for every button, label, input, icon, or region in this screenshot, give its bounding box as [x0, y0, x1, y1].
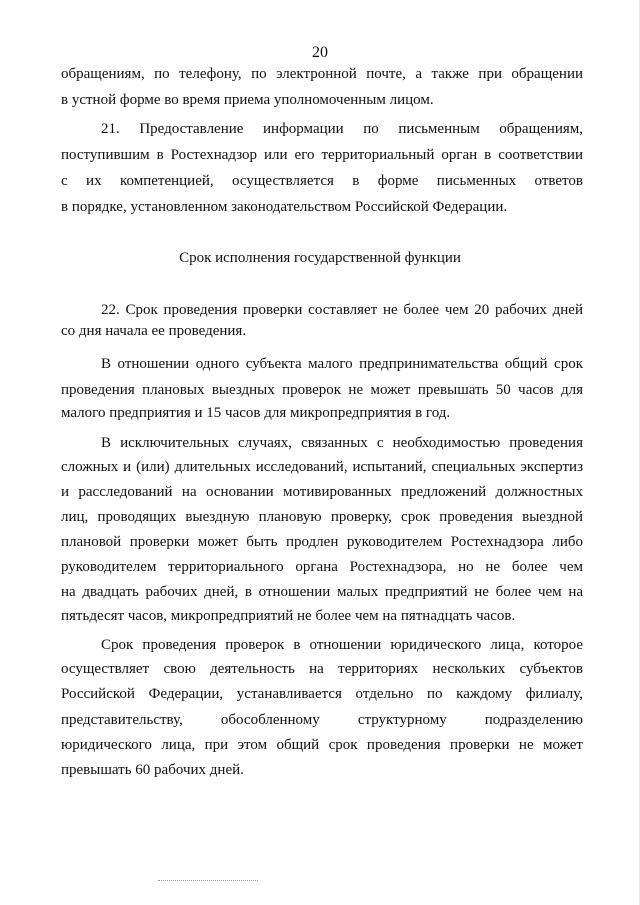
text-line: пятьдесят часов, микропредприятий не более чем на пятнадцать часов. [61, 608, 516, 624]
text-line: лиц, проводящих выездную плановую проверку, срок проведения выездной [61, 509, 583, 525]
text-line: превышать 60 рабочих дней. [61, 762, 244, 778]
text-line: и расследований на основании мотивированных предложений должностных [61, 484, 583, 500]
paragraph-start: Срок проведения проверок в отношении юридического лица, которое [101, 637, 583, 653]
paragraph-21-start: 21. Предоставление информации по письменным обращениям, [101, 121, 583, 137]
text-line: на двадцать рабочих дней, в отношении малых предприятий не более чем на [61, 584, 583, 600]
text-line: юридического лица, при этом общий срок проведения проверки не может [61, 737, 583, 753]
text-line: проведения плановых выездных проверок не может превышать 50 часов для [61, 382, 583, 398]
text-line: осуществляет свою деятельность на территориях нескольких субъектов [61, 661, 583, 677]
text-line: со дня начала ее проведения. [61, 323, 247, 339]
text-line: сложных и (или) длительных исследований, испытаний, специальных экспертиз [61, 459, 583, 475]
text-line: Российской Федерации, устанавливается отдельно по каждому филиалу, [61, 686, 583, 702]
text-line: представительству, обособленному структурному подразделению [61, 712, 583, 728]
section-heading: Срок исполнения государственной функции [179, 250, 461, 266]
paragraph-start: В исключительных случаях, связанных с необходимостью проведения [101, 435, 583, 451]
text-line: руководителем территориального органа Ростехнадзора, но не более чем [61, 559, 583, 575]
text-line: обращениям, по телефону, по электронной почте, а также при обращении [61, 66, 583, 82]
paragraph-22-start: 22. Срок проведения проверки составляет не более чем 20 рабочих дней [101, 302, 583, 318]
text-line: плановой проверки может быть продлен руководителем Ростехнадзора либо [61, 534, 583, 550]
text-line: в устной форме во время приема уполномоченным лицом. [61, 92, 434, 108]
page-number: 20 [312, 44, 328, 61]
text-line: в порядке, установленном законодательством Российской Федерации. [61, 199, 508, 215]
text-line: малого предприятия и 15 часов для микропредприятия в год. [61, 405, 451, 421]
text-line: поступившим в Ростехнадзор или его территориальный орган в соответствии [61, 147, 583, 163]
paragraph-start: В отношении одного субъекта малого предпринимательства общий срок [101, 356, 583, 372]
text-line: с их компетенцией, осуществляется в форме письменных ответов [61, 173, 583, 189]
scan-artifact [158, 880, 258, 883]
